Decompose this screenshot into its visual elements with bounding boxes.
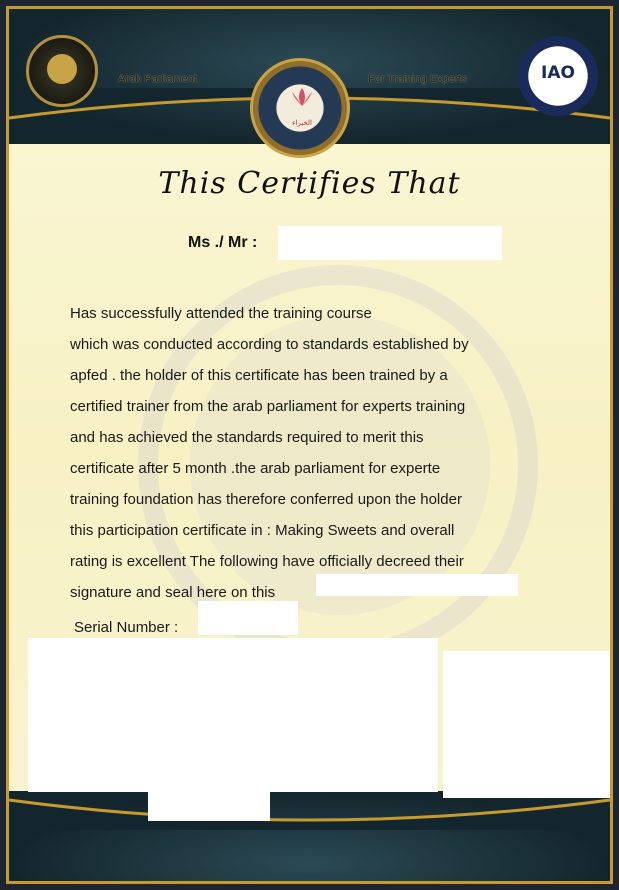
redacted-name [278, 226, 502, 260]
body-line: and has achieved the standards required to merit this [70, 429, 424, 446]
redacted-seal-block [443, 651, 610, 798]
header-right-text: For Training Experts [368, 73, 468, 85]
iao-logo-icon [518, 36, 598, 116]
body-line: apfed . the holder of this certificate has been trained by a [70, 367, 448, 384]
lotus-icon [288, 86, 316, 108]
serial-label: Serial Number : [74, 619, 179, 636]
body-line: this participation certificate in : Making Sweets and overall [70, 522, 455, 539]
body-line: which was conducted according to standards established by [70, 336, 469, 353]
certificate-body [70, 298, 550, 608]
seal-text: الخبراء [292, 119, 312, 127]
center-seal-icon [250, 58, 350, 158]
body-line: signature and seal here on this [70, 584, 276, 601]
body-line: certified trainer from the arab parliament for experts training [70, 398, 466, 415]
certificate-title: This Certifies That [158, 166, 461, 201]
redacted-signature-block [28, 638, 438, 792]
body-line: rating is excellent The following have officially decreed their [70, 553, 464, 570]
redacted-footer-block [148, 789, 270, 821]
arab-parliament-emblem-icon [26, 35, 98, 107]
redacted-serial [198, 601, 298, 635]
redacted-date [316, 574, 518, 596]
body-line: certificate after 5 month .the arab parliament for experte [70, 460, 441, 477]
name-label: Ms ./ Mr : [188, 234, 258, 251]
emblem-center [47, 54, 77, 84]
body-line: training foundation has therefore conferred upon the holder [70, 491, 462, 508]
body-line: Has successfully attended the training course [70, 305, 372, 322]
iao-logo-text: IAO [541, 63, 575, 83]
header-left-text: Arab Parliament [118, 73, 197, 85]
